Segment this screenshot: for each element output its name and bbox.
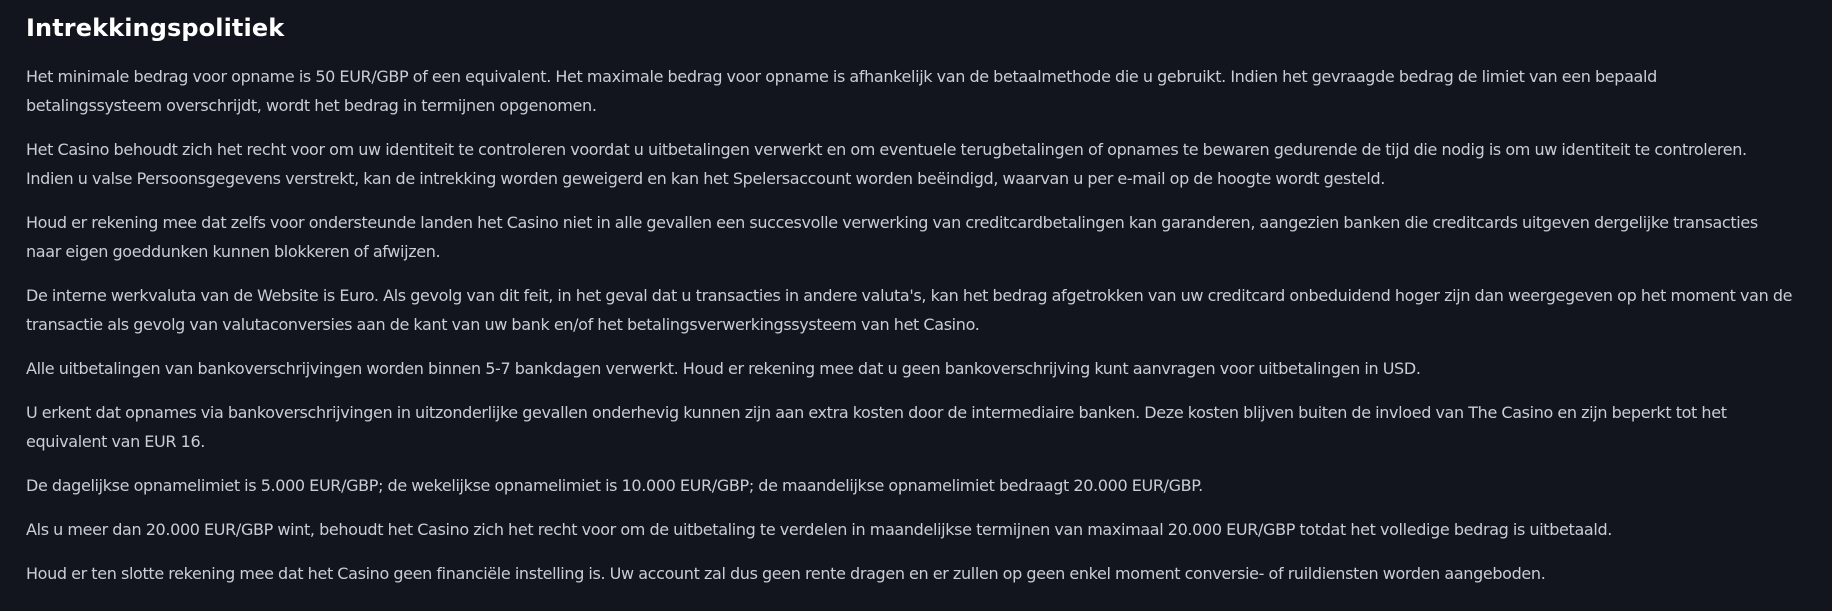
paragraph-currency-conversion — [26, 281, 1806, 339]
paragraph-line: Indien u valse Persoonsgegevens verstrekt, kan de intrekking worden geweigerd en kan het Spelersaccount worden beëindigd, waarvan u per e-mail op de hoogte wordt gesteld. — [26, 169, 1385, 188]
paragraph-identity-verification — [26, 135, 1806, 193]
paragraph-line: De interne werkvaluta van de Website is Euro. Als gevolg van dit feit, in het geval dat u transacties in andere valuta's, kan het bedrag afgetrokken van uw creditcard onbeduidend hoger zijn dan weergegeven op het moment van de — [26, 286, 1793, 305]
paragraph-line: equivalent van EUR 16. — [26, 432, 206, 451]
paragraph-line: Als u meer dan 20.000 EUR/GBP wint, behoudt het Casino zich het recht voor om de uitbetaling te verdelen in maandelijkse termijnen van maximaal 20.000 EUR/GBP totdat het volledige bedrag is uitbetaald. — [26, 520, 1612, 539]
paragraph-minimum-withdrawal — [26, 62, 1806, 120]
paragraph-line: betalingssysteem overschrijdt, wordt het bedrag in termijnen opgenomen. — [26, 96, 597, 115]
paragraph-line: transactie als gevolg van valutaconversies aan de kant van uw bank en/of het betalingsverwerkingssysteem van het Casino. — [26, 315, 980, 334]
paragraph-installment-payouts — [26, 515, 1806, 544]
paragraph-withdrawal-limits — [26, 471, 1806, 500]
paragraph-bank-transfer-fees — [26, 398, 1806, 456]
paragraph-line: Alle uitbetalingen van bankoverschrijvingen worden binnen 5-7 bankdagen verwerkt. Houd er rekening mee dat u geen bankoverschrijving kunt aanvragen voor uitbetalingen in USD. — [26, 359, 1421, 378]
paragraph-line: Houd er rekening mee dat zelfs voor ondersteunde landen het Casino niet in alle gevallen een succesvolle verwerking van creditcardbetalingen kan garanderen, aangezien banken die creditcards uitgeven dergelijke transacties — [26, 213, 1758, 232]
section-title: Intrekkingspolitiek — [26, 14, 285, 42]
paragraph-line: naar eigen goeddunken kunnen blokkeren of afwijzen. — [26, 242, 441, 261]
paragraph-credit-card-processing — [26, 208, 1806, 266]
paragraph-bank-transfer-timing — [26, 354, 1806, 383]
paragraph-line: Het minimale bedrag voor opname is 50 EUR/GBP of een equivalent. Het maximale bedrag voor opname is afhankelijk van de betaalmethode die u gebruikt. Indien het gevraagde bedrag de limiet van een bepaald — [26, 67, 1657, 86]
paragraph-not-financial-institution — [26, 559, 1806, 588]
paragraph-line: U erkent dat opnames via bankoverschrijvingen in uitzonderlijke gevallen onderhevig kunnen zijn aan extra kosten door de intermediaire banken. Deze kosten blijven buiten de invloed van The Casino en zijn beperkt tot het — [26, 403, 1727, 422]
paragraph-line: Houd er ten slotte rekening mee dat het Casino geen financiële instelling is. Uw account zal dus geen rente dragen en er zullen op geen enkel moment conversie- of ruildiensten worden aangeboden. — [26, 564, 1546, 583]
paragraph-line: De dagelijkse opnamelimiet is 5.000 EUR/GBP; de wekelijkse opnamelimiet is 10.000 EUR/GBP; de maandelijkse opnamelimiet bedraagt 20.000 EUR/GBP. — [26, 476, 1203, 495]
paragraph-line: Het Casino behoudt zich het recht voor om uw identiteit te controleren voordat u uitbetalingen verwerkt en om eventuele terugbetalingen of opnames te bewaren gedurende de tijd die nodig is om uw identiteit te controleren. — [26, 140, 1747, 159]
